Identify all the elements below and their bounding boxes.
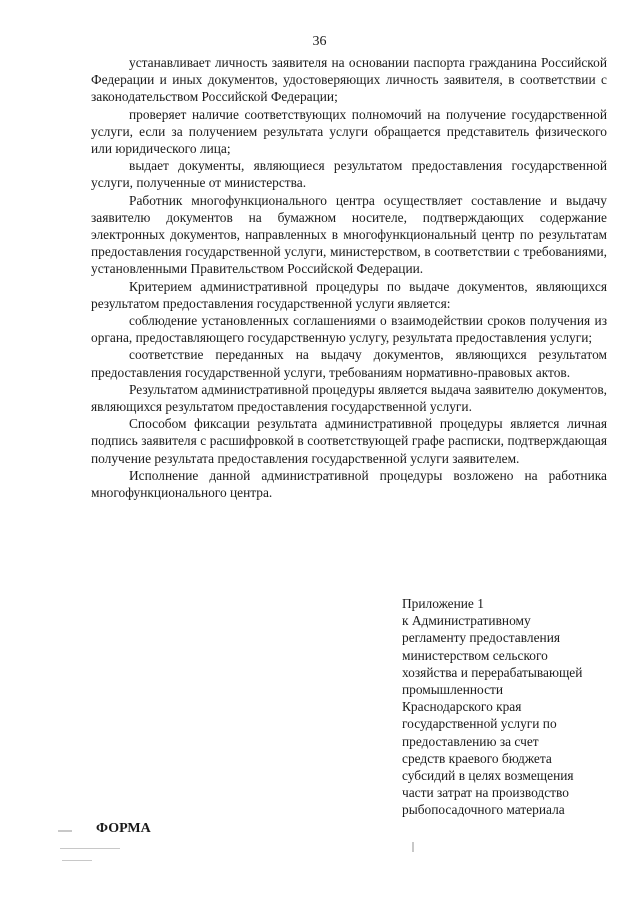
paragraph: соблюдение установленных соглашениями о взаимодействии сроков получения из органа, предоставляющего государственную услугу, результата предоставления услуги; (91, 313, 607, 346)
page-number: 36 (312, 34, 327, 49)
body-text (91, 54, 607, 501)
appendix-line: предоставлению за счет (402, 733, 539, 749)
paragraph: Критерием административной процедуры по выдаче документов, являющихся результатом предоставления государственной услуги является: (91, 278, 607, 311)
appendix-block (402, 595, 617, 819)
appendix-line: промышленности (402, 682, 504, 698)
appendix-line: части затрат на производство (402, 785, 569, 801)
scan-artifact (58, 830, 72, 832)
paragraph: проверяет наличие соответствующих полномочий на получение государственной услуги, если за получением результата услуги обращается представитель физического или юридического лица; (91, 106, 607, 157)
paragraph: Способом фиксации результата административной процедуры является личная подпись заявителя с расшифровкой в соответствующей графе расписки, подтверждающая получение результата предоставления государственной услуги заявителем. (91, 416, 607, 466)
scan-artifact (60, 848, 120, 849)
appendix-line: средств краевого бюджета (402, 750, 552, 766)
paragraph: выдает документы, являющиеся результатом предоставления государственной услуги, полученные от министерства. (91, 158, 607, 191)
paragraph: Результатом административной процедуры является выдача заявителю документов, являющихся результатом предоставления государственной услуги. (91, 381, 607, 415)
appendix-line: Приложение 1 (402, 596, 484, 611)
appendix-line: субсидий в целях возмещения (402, 768, 574, 784)
paragraph: соответствие переданных на выдачу документов, являющихся результатом предоставления государственной услуги, требованиям нормативно-правовых актов. (91, 347, 607, 380)
appendix-line: рыбопосадочного материала (402, 802, 565, 818)
appendix-line: государственной услуги по (402, 716, 557, 732)
appendix-line: регламенту предоставления (402, 630, 561, 646)
appendix-line: к Административному (402, 613, 531, 629)
appendix-line: хозяйства и перерабатывающей (402, 664, 583, 680)
appendix-line: министерством сельского (402, 647, 548, 663)
appendix-line: Краснодарского края (402, 699, 522, 715)
form-heading: ФОРМА (96, 821, 151, 836)
paragraph: Исполнение данной административной процедуры возложено на работника многофункционального центра. (91, 467, 607, 501)
paragraph: устанавливает личность заявителя на основании паспорта гражданина Российской Федерации и иных документов, удостоверяющих личность заявителя, в соответствии с законодательством Российской Федерации; (91, 55, 607, 105)
paragraph: Работник многофункционального центра осуществляет составление и выдачу заявителю документов на бумажном носителе, подтверждающих содержание электронных документов, направленных в многофункциональный центр по результатам предоставления государственной услуги, министерством, в соответствии с требованиями, установленными Правительством Российской Федерации. (91, 192, 607, 277)
scan-artifact (412, 842, 414, 852)
scan-artifact (62, 860, 92, 861)
